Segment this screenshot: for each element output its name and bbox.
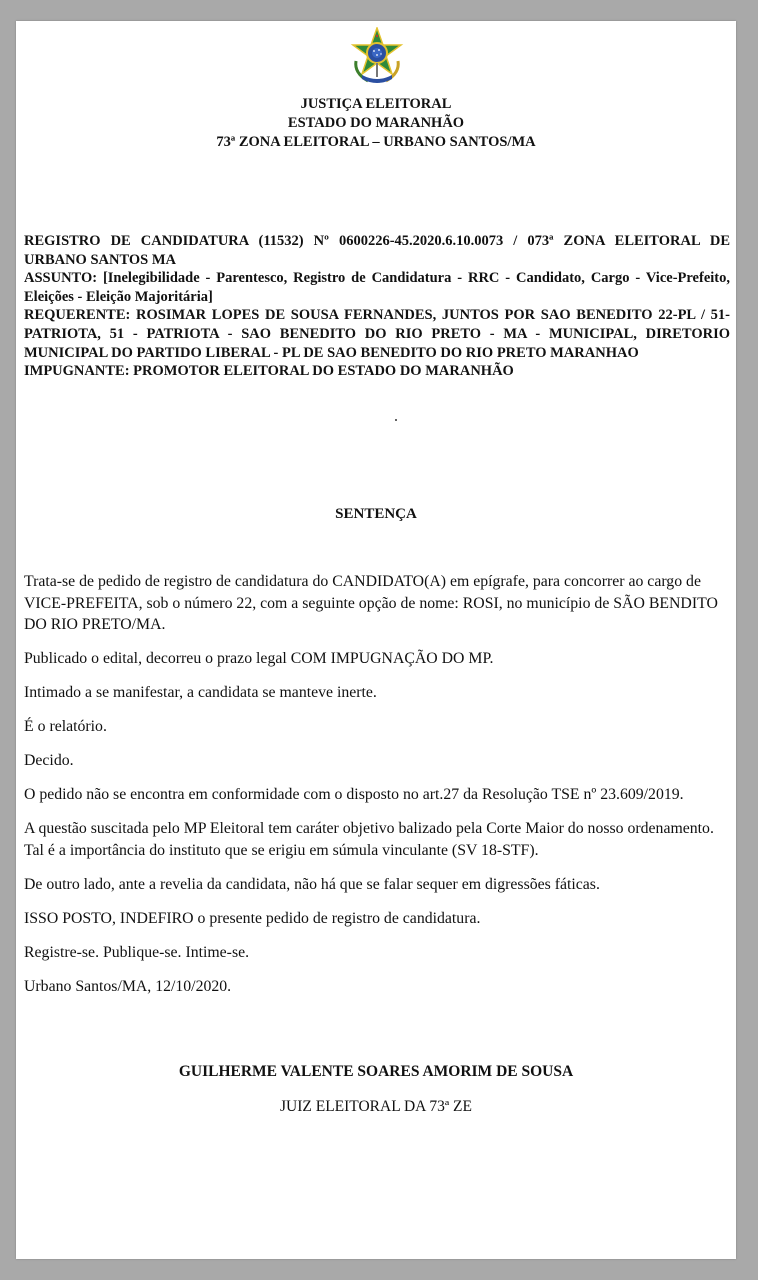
stray-dot bbox=[395, 419, 397, 421]
case-info bbox=[24, 232, 730, 381]
document-page bbox=[16, 21, 736, 1259]
paragraph: De outro lado, ante a revelia da candidata, não há que se falar sequer em digressões fáticas. bbox=[24, 875, 600, 893]
paragraph: A questão suscitada pelo MP Eleitoral tem caráter objetivo balizado pela Corte Maior do nosso ordenamento. Tal é a importância do instituto que se erigiu em súmula vinculante (SV 18-STF). bbox=[24, 820, 714, 859]
case-assunto: ASSUNTO: [Inelegibilidade - Parentesco, Registro de Candidatura - RRC - Candidato, Cargo - Vice-Prefeito, Eleições - Eleição Majoritária] bbox=[24, 270, 730, 305]
paragraph: ISSO POSTO, INDEFIRO o presente pedido de registro de candidatura. bbox=[24, 909, 481, 927]
paragraph: Publicado o edital, decorreu o prazo legal COM IMPUGNAÇÃO DO MP. bbox=[24, 650, 494, 667]
paragraph: Urbano Santos/MA, 12/10/2020. bbox=[24, 977, 232, 995]
paragraph: É o relatório. bbox=[24, 718, 107, 735]
case-impugnante: IMPUGNANTE: PROMOTOR ELEITORAL DO ESTADO DO MARANHÃO bbox=[24, 363, 514, 380]
paragraph: Intimado a se manifestar, a candidata se manteve inerte. bbox=[24, 684, 377, 701]
paragraph: Registre-se. Publique-se. Intime-se. bbox=[24, 943, 250, 961]
paragraph: Decido. bbox=[24, 752, 74, 769]
sentence-body bbox=[24, 571, 730, 1010]
brazil-coat-of-arms-icon bbox=[350, 27, 404, 85]
paragraph: O pedido não se encontra em conformidade com o disposto no art.27 da Resolução TSE nº 23.609/2019. bbox=[24, 786, 684, 803]
header-line-2: ESTADO DO MARANHÃO bbox=[287, 115, 465, 131]
header-line-1: JUSTIÇA ELEITORAL bbox=[300, 96, 452, 112]
header-line-3: 73ª ZONA ELEITORAL – URBANO SANTOS/MA bbox=[216, 134, 536, 150]
paragraph: Trata-se de pedido de registro de candidatura do CANDIDATO(A) em epígrafe, para concorrer ao cargo de VICE-PREFEITA, sob o número 22, com a seguinte opção de nome: ROSI, no município de SÃO BENDITO DO RIO PRETO/MA. bbox=[24, 573, 718, 633]
sentence-title: SENTENÇA bbox=[335, 506, 417, 522]
judge-title: JUIZ ELEITORAL DA 73ª ZE bbox=[280, 1098, 472, 1115]
court-header bbox=[16, 95, 736, 152]
case-registro: REGISTRO DE CANDIDATURA (11532) Nº 0600226-45.2020.6.10.0073 / 073ª ZONA ELEITORAL DE URBANO SANTOS MA bbox=[24, 233, 730, 268]
case-requerente: REQUERENTE: ROSIMAR LOPES DE SOUSA FERNANDES, JUNTOS POR SAO BENEDITO 22-PL / 51-PATRIOTA, 51 - PATRIOTA - SAO BENEDITO DO RIO PRETO - MA - MUNICIPAL, DIRETORIO MUNICIPAL DO PARTIDO LIBERAL - PL DE SAO BENEDITO DO RIO PRETO MARANHAO bbox=[24, 307, 730, 361]
judge-name: GUILHERME VALENTE SOARES AMORIM DE SOUSA bbox=[178, 1063, 574, 1080]
